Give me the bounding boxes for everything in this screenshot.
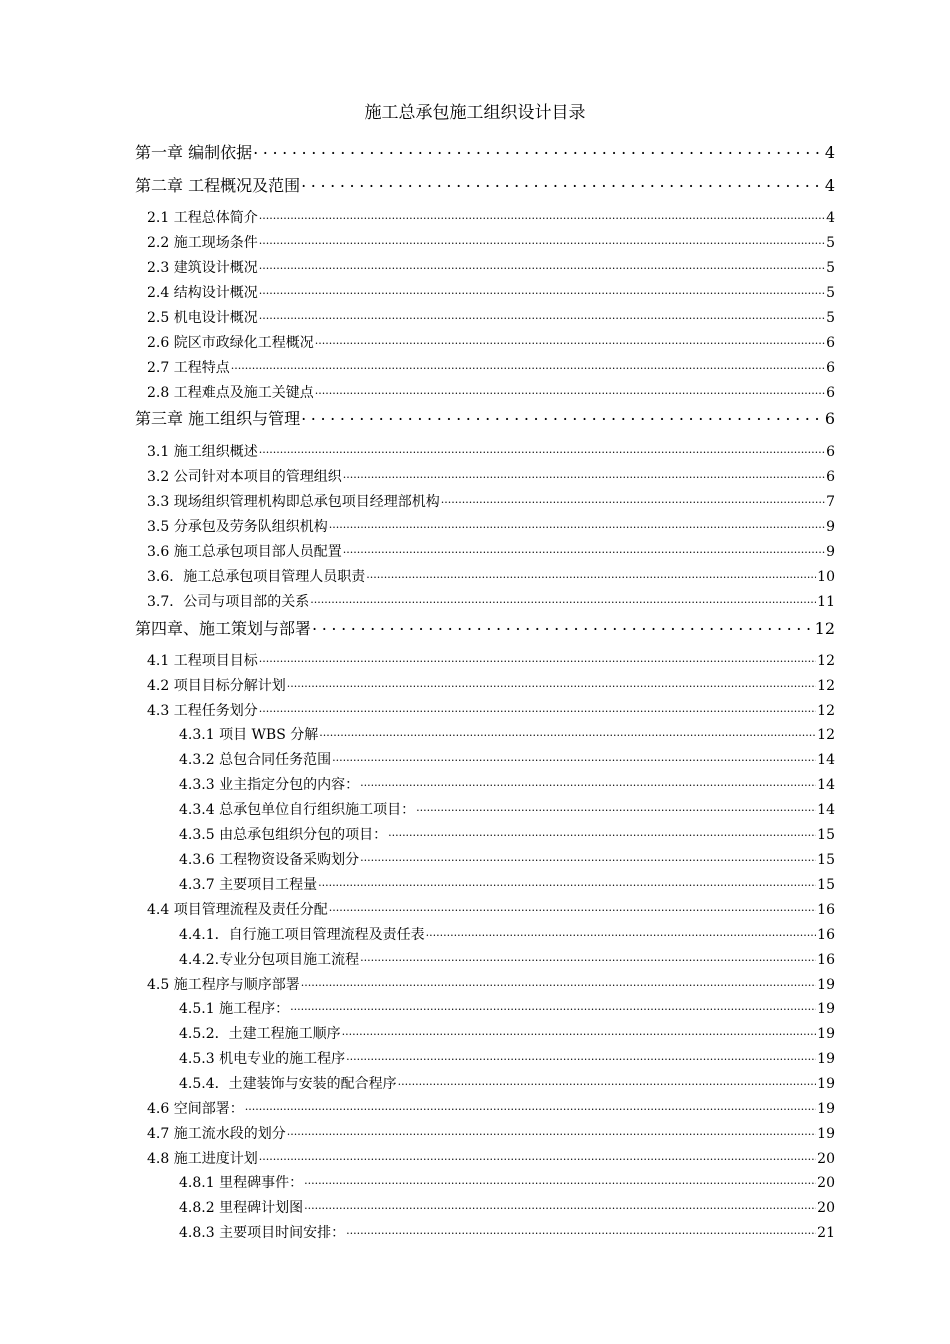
toc-entry[interactable] [179,924,835,944]
toc-entry[interactable] [147,466,835,486]
toc-entry-page-number: 15 [817,827,835,844]
toc-entry[interactable] [179,1197,835,1217]
toc-entry-page-number: 7 [826,494,835,511]
toc-dot-leader [360,849,816,864]
toc-entry-page-number: 19 [817,1051,835,1068]
toc-entry-page-number: 16 [817,902,835,919]
toc-entry[interactable] [147,207,835,227]
toc-entry-label: 3.1 施工组织概述 [147,444,258,461]
toc-dot-leader [315,382,825,397]
toc-entry-page-number: 16 [817,952,835,969]
toc-entry-label: 3.6 施工总承包项目部人员配置 [147,544,342,561]
toc-dot-leader [343,466,825,481]
toc-entry-page-number: 6 [826,335,835,352]
toc-dot-leader [259,232,825,247]
toc-entry[interactable] [147,232,835,252]
toc-entry-label: 4.4.1．自行施工项目管理流程及责任表 [179,927,425,944]
toc-entry-page-number: 9 [826,519,835,536]
toc-entry-label: 4.5.3 机电专业的施工程序 [179,1051,346,1068]
toc-entry-page-number: 20 [817,1175,835,1192]
toc-entry-label: 3.2 公司针对本项目的管理组织 [147,469,342,486]
toc-entry[interactable] [147,675,835,695]
toc-entry-page-number: 12 [814,619,835,638]
toc-entry[interactable] [147,566,835,586]
toc-dot-leader [253,140,824,158]
toc-dot-leader [312,616,814,634]
toc-dot-leader [259,207,825,222]
toc-entry-page-number: 12 [817,727,835,744]
toc-entry-label: 4.3.3 业主指定分包的内容： [179,777,360,794]
toc-entry-label: 4.5 施工程序与顺序部署 [147,977,300,994]
toc-entry-page-number: 21 [817,1225,835,1242]
toc-dot-leader [290,998,816,1013]
toc-entry[interactable] [179,1023,835,1043]
toc-entry[interactable] [147,1123,835,1143]
toc-entry-label: 3.3 现场组织管理机构即总承包项目经理部机构 [147,494,440,511]
toc-entry[interactable] [147,1148,835,1168]
toc-dot-leader [259,700,816,715]
toc-entry[interactable] [147,1098,835,1118]
toc-entry-page-number: 5 [826,235,835,252]
toc-entry[interactable] [147,357,835,377]
toc-entry-page-number: 6 [826,469,835,486]
toc-entry-page-number: 14 [817,777,835,794]
toc-entry[interactable] [147,307,835,327]
toc-entry-page-number: 14 [817,802,835,819]
toc-entry[interactable] [179,1048,835,1068]
toc-entry-page-number: 4 [826,210,835,227]
toc-dot-leader [441,491,825,506]
toc-entry-page-number: 19 [817,1101,835,1118]
toc-dot-leader [398,1073,817,1088]
toc-entry-label: 第三章 施工组织与管理 [135,409,301,428]
toc-entry-page-number: 20 [817,1151,835,1168]
toc-dot-leader [416,799,816,814]
toc-dot-leader [346,1222,816,1237]
toc-entry-page-number: 19 [817,977,835,994]
toc-entry-label: 4.8.2 里程碑计划图 [179,1200,304,1217]
toc-dot-leader [301,173,824,191]
toc-entry-label: 4.3.7 主要项目工程量 [179,877,318,894]
toc-dot-leader [287,1123,816,1138]
toc-entry-label: 4.5.4．土建装饰与安装的配合程序 [179,1076,397,1093]
toc-entry[interactable] [179,949,835,969]
toc-entry-label: 2.6 院区市政绿化工程概况 [147,335,314,352]
toc-entry-page-number: 14 [817,752,835,769]
toc-entry[interactable] [135,173,835,196]
toc-dot-leader [231,357,825,372]
toc-entry-label: 2.5 机电设计概况 [147,310,258,327]
toc-dot-leader [259,257,825,272]
toc-entry[interactable] [147,382,835,402]
toc-entry-label: 4.3.1 项目 WBS 分解 [179,727,319,744]
toc-entry-label: 4.5.1 施工程序： [179,1001,290,1018]
toc-entry-label: 4.3.6 工程物资设备采购划分 [179,852,360,869]
toc-entry[interactable] [179,1222,835,1242]
toc-entry-label: 4.8.3 主要项目时间安排： [179,1225,346,1242]
toc-entry[interactable] [179,998,835,1018]
toc-entry-label: 第二章 工程概况及范围 [135,176,301,195]
toc-dot-leader [259,307,825,322]
toc-entry[interactable] [147,650,835,670]
toc-entry-label: 2.3 建筑设计概况 [147,260,258,277]
toc-entry-page-number: 6 [826,444,835,461]
toc-entry-label: 4.1 工程项目目标 [147,653,258,670]
toc-entry-label: 4.3.2 总包合同任务范围 [179,752,332,769]
toc-dot-leader [346,1048,816,1063]
toc-entry-page-number: 19 [817,1026,835,1043]
toc-entry-label: 2.4 结构设计概况 [147,285,258,302]
toc-entry[interactable] [179,749,835,769]
toc-entry[interactable] [179,799,835,819]
toc-entry-page-number: 20 [817,1200,835,1217]
toc-entry[interactable] [147,591,835,611]
toc-entry[interactable] [179,1172,835,1192]
toc-entry[interactable] [179,774,835,794]
toc-entry-label: 3.7．公司与项目部的关系 [147,594,310,611]
toc-dot-leader [426,924,817,939]
toc-entry-label: 4.8 施工进度计划 [147,1151,258,1168]
toc-entry-page-number: 6 [826,385,835,402]
toc-entry[interactable] [179,849,835,869]
toc-entry-page-number: 12 [817,678,835,695]
toc-entry-page-number: 19 [817,1001,835,1018]
toc-entry-label: 4.8.1 里程碑事件： [179,1175,304,1192]
toc-entry[interactable] [147,282,835,302]
toc-dot-leader [332,749,816,764]
toc-dot-leader [301,406,824,424]
toc-entry-page-number: 10 [817,569,835,586]
toc-entry[interactable] [179,1073,835,1093]
toc-entry-page-number: 6 [826,360,835,377]
toc-entry[interactable] [147,516,835,536]
toc-entry-page-number: 15 [817,877,835,894]
toc-entry-label: 4.4.2.专业分包项目施工流程 [179,952,360,969]
toc-dot-leader [366,566,816,581]
toc-dot-leader [287,675,816,690]
toc-entry-label: 4.3.4 总承包单位自行组织施工项目： [179,802,416,819]
document-title: 施工总承包施工组织设计目录 [364,103,586,123]
toc-dot-leader [259,1148,816,1163]
toc-dot-leader [360,949,816,964]
toc-entry-page-number: 12 [817,703,835,720]
toc-entry-page-number: 11 [817,594,835,611]
toc-entry-label: 2.2 施工现场条件 [147,235,258,252]
toc-entry-label: 3.6．施工总承包项目管理人员职责 [147,569,366,586]
toc-entry-label: 2.7 工程特点 [147,360,230,377]
toc-entry[interactable] [147,974,835,994]
toc-entry-page-number: 5 [826,310,835,327]
toc-dot-leader [310,591,816,606]
toc-entry-label: 2.8 工程难点及施工关键点 [147,385,314,402]
toc-dot-leader [245,1098,816,1113]
toc-entry-page-number: 5 [826,260,835,277]
toc-entry-page-number: 12 [817,653,835,670]
toc-entry-page-number: 19 [817,1076,835,1093]
toc-dot-leader [315,332,825,347]
toc-dot-leader [360,774,816,789]
toc-dot-leader [259,282,825,297]
toc-entry-label: 4.3 工程任务划分 [147,703,258,720]
toc-dot-leader [388,824,816,839]
toc-entry[interactable] [135,616,835,639]
toc-entry-label: 2.1 工程总体简介 [147,210,258,227]
toc-entry-label: 3.5 分承包及劳务队组织机构 [147,519,328,536]
toc-entry[interactable] [135,140,835,163]
toc-entry-label: 4.7 施工流水段的划分 [147,1126,286,1143]
toc-entry-page-number: 4 [824,176,835,195]
toc-entry[interactable] [179,874,835,894]
toc-entry-label: 4.6 空间部署： [147,1101,244,1118]
toc-dot-leader [329,516,825,531]
toc-entry-page-number: 5 [826,285,835,302]
toc-entry-label: 4.5.2．土建工程施工顺序 [179,1026,341,1043]
toc-dot-leader [319,724,816,739]
toc-dot-leader [318,874,816,889]
toc-entry[interactable] [179,824,835,844]
toc-entry-page-number: 9 [826,544,835,561]
toc-entry[interactable] [147,257,835,277]
toc-entry-label: 4.3.5 由总承包组织分包的项目： [179,827,388,844]
toc-dot-leader [259,441,825,456]
toc-dot-leader [342,1023,817,1038]
toc-dot-leader [343,541,825,556]
toc-entry-label: 第一章 编制依据 [135,143,253,162]
toc-entry-page-number: 6 [824,409,835,428]
toc-entry-page-number: 19 [817,1126,835,1143]
toc-dot-leader [259,650,816,665]
toc-entry-page-number: 4 [824,143,835,162]
toc-entry[interactable] [147,541,835,561]
toc-entry[interactable] [135,406,835,429]
toc-entry-label: 第四章、施工策划与部署 [135,619,312,638]
toc-entry[interactable] [147,899,835,919]
toc-entry-label: 4.2 项目目标分解计划 [147,678,286,695]
toc-dot-leader [304,1172,816,1187]
toc-dot-leader [301,974,816,989]
toc-dot-leader [329,899,816,914]
toc-entry[interactable] [147,491,835,511]
toc-entry-page-number: 16 [817,927,835,944]
toc-dot-leader [304,1197,816,1212]
toc-entry-label: 4.4 项目管理流程及责任分配 [147,902,328,919]
toc-entry[interactable] [147,332,835,352]
toc-entry[interactable] [147,700,835,720]
toc-entry[interactable] [179,724,835,744]
toc-entry-page-number: 15 [817,852,835,869]
toc-entry[interactable] [147,441,835,461]
